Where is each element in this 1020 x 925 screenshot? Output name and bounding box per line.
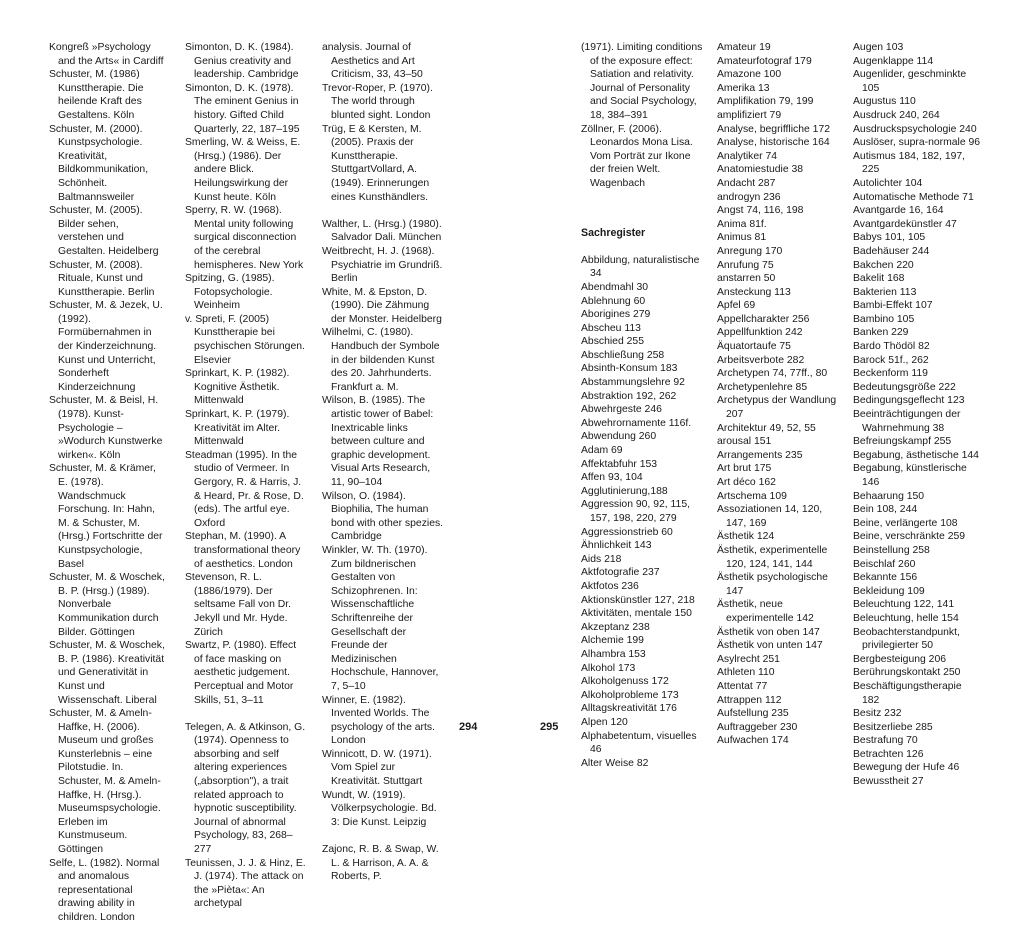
index-entry: Appellcharakter 256: [717, 313, 810, 325]
index-entry: Alphabetentum, visuelles 46: [581, 730, 697, 756]
index-entry: Anrufung 75: [717, 259, 774, 271]
index-entry: Abwehrornamente 116f.: [581, 417, 692, 429]
index-entry: Aborigines 279: [581, 309, 651, 321]
index-entry: Beischlaf 260: [853, 558, 916, 570]
index-entry: Aktfotos 236: [581, 580, 639, 592]
index-entry: Abstammungslehre 92: [581, 377, 685, 389]
right-page-number: 295: [540, 721, 559, 733]
index-entry: Asylrecht 251: [717, 653, 780, 665]
index-entry: Aktfotografie 237: [581, 567, 660, 579]
index-entry: Ästhetik von oben 147: [717, 626, 820, 638]
reference-entry: Sperry, R. W. (1968). Mental unity following surgical disconnection of the cerebral hemispheres. New York: [185, 205, 304, 271]
index-entry: Aggressionstrieb 60: [581, 526, 673, 538]
index-entry: Analyse, begriffliche 172: [717, 123, 831, 135]
right-column-1: [581, 41, 703, 770]
index-entry: Abstraktion 192, 262: [581, 390, 677, 402]
index-entry: Amateurfotograf 179: [717, 55, 812, 67]
index-entry: Auftraggeber 230: [717, 721, 798, 733]
index-entry: Aggression 90, 92, 115, 157, 198, 220, 279: [581, 499, 690, 524]
index-entry: Behaarung 150: [853, 490, 925, 502]
reference-entry: Winner, E. (1982). Invented Worlds. The psychology of the arts. London: [322, 694, 435, 747]
index-entry: Alchemie 199: [581, 635, 644, 647]
index-entry: Aufstellung 235: [717, 708, 789, 720]
index-entry: Alhambra 153: [581, 648, 646, 660]
index-entry: Avantgarde 16, 164: [853, 205, 944, 217]
index-entry: Adam 69: [581, 445, 623, 457]
index-entry: Beeinträchtigungen der Wahrnehmung 38: [853, 409, 961, 434]
index-entry: Andacht 287: [717, 177, 776, 189]
index-entry: Arrangements 235: [717, 449, 803, 461]
reference-entry: Schuster, M. & Ameln-Haffke, H. (2006). Museum und großes Kunsterlebnis – eine Pilotstudie. In. Schuster, M. & Ameln-Haffke, H. (Hrsg.). Museumspsychologie. Erleben im Kunstmuseum. Göttingen: [49, 708, 161, 856]
reference-entry: Smerling, W. & Weiss, E. (Hrsg.) (1986). Der andere Blick. Heilungswirkung der Kunst heute. Köln: [185, 137, 301, 203]
reference-entry: Steadman (1995). In the studio of Vermeer. In Gergory, R. & Harris, J. & Heard, Pr. & Rose, D. (eds). The artful eye. Oxford: [185, 449, 304, 529]
index-entry: Abscheu 113: [581, 322, 641, 334]
index-entry: Affektabfuhr 153: [581, 458, 658, 470]
index-entry: Bekleidung 109: [853, 585, 925, 597]
right-column-2: [717, 41, 843, 748]
index-entry: Bewusstheit 27: [853, 776, 924, 788]
index-entry: Beinstellung 258: [853, 544, 930, 556]
index-entry: Bambino 105: [853, 313, 915, 325]
index-entry: Archetypenlehre 85: [717, 381, 808, 393]
reference-entry: Telegen, A. & Atkinson, G. (1974). Openness to absorbing and self altering experiences („absorption"), a trait related approach to hypnotic susceptibility. Journal of abnormal Psychology, 83, 268–277: [185, 721, 306, 856]
reference-entry: Simonton, D. K. (1978). The eminent Genius in history. Gifted Child Quarterly, 22, 187–195: [185, 82, 300, 135]
index-entry: Ästhetik 124: [717, 531, 775, 543]
index-entry: Augenlider, geschminkte 105: [853, 69, 967, 94]
reference-entry: Schuster, M. (1986) Kunsttherapie. Die heilende Kraft des Gestaltens. Köln: [49, 69, 144, 121]
index-entry: Aufwachen 174: [717, 735, 789, 747]
left-column-2: [185, 41, 307, 911]
index-entry: Angst 74, 116, 198: [717, 205, 804, 217]
right-column-3: [853, 41, 981, 789]
index-entry: Beine, verschränkte 259: [853, 531, 966, 543]
reference-entry: Swartz, P. (1980). Effect of face masking on aesthetic judgement. Perceptual and Motor Skills, 51, 3–11: [185, 640, 297, 706]
reference-entry: Schuster, M. & Woschek, B. P. (1986). Kreativität und Generativität in Kunst und Wissenschaft. Liberal: [49, 640, 165, 706]
index-list: [581, 254, 703, 771]
index-entry: Ästhetik von unten 147: [717, 640, 823, 652]
index-entry: Ästhetik psychologische 147: [717, 572, 828, 597]
index-entry: Abendmahl 30: [581, 281, 649, 293]
index-entry: Absinth-Konsum 183: [581, 363, 678, 375]
reference-entry: v. Spreti, F. (2005) Kunsttherapie bei psychischen Störungen. Elsevier: [185, 313, 305, 366]
index-entry: Architektur 49, 52, 55: [717, 422, 816, 434]
index-entry: Amerika 13: [717, 82, 770, 94]
reference-entry: Simonton, D. K. (1984). Genius creativity and leadership. Cambridge: [185, 42, 299, 81]
spacer: [322, 204, 444, 218]
index-entry: Beobachterstandpunkt, privilegierter 50: [853, 626, 960, 652]
index-entry: Beleuchtung, helle 154: [853, 612, 959, 624]
reference-entry: Weitbrecht, H. J. (1968). Psychiatrie im Grundriß. Berlin: [322, 245, 443, 285]
reference-entry: Schuster, M. & Beisl, H. (1978). Kunst-Psychologie – »Wodurch Kunstwerke wirken«. Köln: [49, 395, 163, 461]
index-entry: Begabung, ästhetische 144: [853, 449, 979, 461]
index-entry: Amateur 19: [717, 42, 771, 53]
reference-entry: White, M. & Epston, D. (1990). Die Zähmung der Monster. Heidelberg: [322, 286, 442, 325]
reference-entry: Schuster, M. (2000). Kunstpsychologie. Kreativität, Bildkommunikation, Schönheit. Baltmannsweiler: [49, 123, 149, 203]
index-entry: Berührungskontakt 250: [853, 667, 961, 679]
reference-entry: Teunissen, J. J. & Hinz, E. J. (1974). The attack on the »Pièta«: An archetypal: [185, 857, 306, 910]
index-entry: arousal 151: [717, 436, 772, 448]
index-entry: Ablehnung 60: [581, 295, 646, 307]
index-entry: Betrachten 126: [853, 748, 924, 760]
index-entry: Analytiker 74: [717, 150, 778, 162]
index-entry: amplifiziert 79: [717, 109, 782, 121]
index-entry: Augenklappe 114: [853, 55, 934, 67]
index-entry: Bekannte 156: [853, 572, 918, 584]
index-entry: Autismus 184, 182, 197, 225: [853, 150, 966, 176]
index-entry: Autolichter 104: [853, 177, 923, 189]
reference-entry: Walther, L. (Hrsg.) (1980). Salvador Dali. München: [322, 218, 442, 244]
index-entry: Animus 81: [717, 232, 767, 244]
index-entry: Alkohol 173: [581, 662, 636, 674]
index-entry: Artschema 109: [717, 490, 787, 502]
reference-entry: Selfe, L. (1982). Normal and anomalous representational drawing ability in children. London: [49, 857, 160, 923]
index-entry: Beschäftigungstherapie 182: [853, 680, 962, 706]
index-entry: Bedeutungsgröße 222: [853, 381, 956, 393]
index-entry: Attentat 77: [717, 680, 768, 692]
reference-entry: Spitzing, G. (1985). Fotopsychologie. Weinheim: [185, 273, 275, 312]
index-entry: Alltagskreativität 176: [581, 703, 677, 715]
reference-entry: Wilhelmi, C. (1980). Handbuch der Symbole in der bildenden Kunst des 20. Jahrhunderts. Frankfurt a. M.: [322, 327, 440, 393]
index-entry: Auslöser, supra-normale 96: [853, 137, 981, 149]
index-entry: Agglutinierung,188: [581, 485, 668, 497]
index-entry: Besitz 232: [853, 708, 902, 720]
index-entry: Alpen 120: [581, 716, 628, 728]
reference-entry: Wundt, W. (1919). Völkerpsychologie. Bd. 3: Die Kunst. Leipzig: [322, 789, 437, 828]
index-entry: Affen 93, 104: [581, 472, 643, 484]
index-entry: Abwendung 260: [581, 431, 657, 443]
index-entry: Ausdruck 240, 264: [853, 109, 940, 121]
index-entry: Anregung 170: [717, 245, 783, 257]
index-entry: Apfel 69: [717, 300, 756, 312]
index-entry: Ausdruckspsychologie 240: [853, 123, 977, 135]
index-entry: Bergbesteigung 206: [853, 653, 947, 665]
reference-entry: Sprinkart, K. P. (1982). Kognitive Ästhetik. Mittenwald: [185, 368, 290, 407]
reference-entry: Schuster, M. & Krämer, E. (1978). Wandschmuck Forschung. In: Hahn, M. & Schuster, M. (Hrsg.) Fortschritte der Kunstpsychologie, Basel: [49, 463, 163, 570]
reference-entry: Winkler, W. Th. (1970). Zum bildnerischen Gestalten von Schizophrenen. In: Wissenschaftliche Schriftenreihe der Gesellschaft der Freunde der Medizinischen Hochschule, Hannover, 7, 5–10: [322, 544, 439, 692]
index-entry: Arbeitsverbote 282: [717, 354, 805, 366]
index-entry: Besitzerliebe 285: [853, 721, 933, 733]
section-heading: Sachregister: [581, 226, 646, 239]
index-entry: Bambi-Effekt 107: [853, 300, 933, 312]
index-entry: Appellfunktion 242: [717, 327, 803, 339]
index-entry: Art brut 175: [717, 463, 772, 475]
index-entry: Barock 51f., 262: [853, 354, 929, 366]
index-entry: Äquatortaufe 75: [717, 341, 791, 353]
index-entry: Beleuchtung 122, 141: [853, 599, 955, 611]
index-entry: Bardo Thödöl 82: [853, 341, 930, 353]
index-entry: Abschließung 258: [581, 349, 665, 361]
index-entry: Amazone 100: [717, 69, 782, 81]
reference-entry: Schuster, M. & Woschek, B. P. (Hrsg.) (1989). Nonverbale Kommunikation durch Bilder. Göttingen: [49, 572, 165, 638]
reference-entry: Wilson, B. (1985). The artistic tower of Babel: Inextricable links between culture and graphic development. Visual Arts Research, 11, 90–104: [322, 395, 434, 488]
reference-entry: Schuster, M. (2008). Rituale, Kunst und Kunsttherapie. Berlin: [49, 259, 155, 298]
reference-entry: Schuster, M. & Jezek, U. (1992). Formübernahmen in der Kinderzeichnung. Kunst und Unterricht, Sonderheft Kinderzeichnung: [49, 300, 163, 393]
index-entry: Alter Weise 82: [581, 757, 649, 769]
index-entry: anstarren 50: [717, 273, 776, 285]
index-entry: Aktivitäten, mentale 150: [581, 608, 692, 620]
index-entry: Bakchen 220: [853, 259, 914, 271]
index-entry: Avantgardekünstler 47: [853, 218, 957, 230]
index-entry: androgyn 236: [717, 191, 781, 203]
index-entry: Bewegung der Hufe 46: [853, 762, 960, 774]
reference-entry: Schuster, M. (2005). Bilder sehen, verstehen und Gestalten. Heidelberg: [49, 205, 159, 257]
index-entry: Ansteckung 113: [717, 286, 791, 298]
index-entry: Assoziationen 14, 120, 147, 169: [717, 504, 823, 529]
index-entry: Badehäuser 244: [853, 245, 930, 257]
reference-entry: Wilson, O. (1984). Biophilia, The human bond with other spezies. Cambridge: [322, 490, 444, 543]
index-entry: Alkoholprobleme 173: [581, 689, 679, 701]
index-entry: Bein 108, 244: [853, 504, 918, 516]
reference-entry: (1971). Limiting conditions of the exposure effect: Satiation and relativity. Journal of Personality and Social Psychology, 18, 384–391: [581, 42, 703, 121]
index-entry: Anima 81f.: [717, 218, 767, 230]
reference-entry: analysis. Journal of Aesthetics and Art Criticism, 33, 43–50: [322, 42, 423, 81]
index-entry: Anatomiestudie 38: [717, 164, 804, 176]
index-entry: Art déco 162: [717, 477, 776, 488]
index-entry: Archetypus der Wandlung 207: [717, 395, 837, 421]
index-entry: Akzeptanz 238: [581, 621, 650, 633]
reference-continuation: [581, 41, 703, 191]
reference-entry: Stephan, M. (1990). A transformational theory of aesthetics. London: [185, 531, 301, 570]
index-entry: Augen 103: [853, 42, 904, 53]
reference-entry: Trevor-Roper, P. (1970). The world through blunted sight. London: [322, 82, 433, 121]
index-entry: Abschied 255: [581, 336, 644, 348]
index-entry: Augustus 110: [853, 96, 916, 108]
spacer: [185, 707, 307, 721]
reference-entry: Trüg, E & Kersten, M. (2005). Praxis der Kunsttherapie. StuttgartVollard, A. (1949). Erinnerungen eines Kunsthändlers.: [322, 123, 430, 203]
index-entry: Aktionskünstler 127, 218: [581, 594, 695, 606]
reference-entry: Zajonc, R. B. & Swap, W. L. & Harrison, A. A. & Roberts, P.: [322, 844, 439, 883]
index-entry: Befreiungskampf 255: [853, 436, 952, 448]
index-entry: Bedingungsgeflecht 123: [853, 395, 965, 407]
reference-entry: Zöllner, F. (2006). Leonardos Mona Lisa. Vom Porträt zur Ikone der freien Welt. Wagenbach: [581, 123, 693, 189]
left-column-3: [322, 41, 444, 884]
left-column-1: [49, 41, 167, 925]
index-entry: Ästhetik, neue experimentelle 142: [717, 599, 814, 624]
index-entry: Beine, verlängerte 108: [853, 517, 958, 529]
reference-entry: Winnicott, D. W. (1971). Vom Spiel zur Kreativität. Stuttgart: [322, 748, 432, 788]
index-entry: Abbildung, naturalistische 34: [581, 254, 700, 280]
index-entry: Ästhetik, experimentelle 120, 124, 141, 144: [717, 544, 828, 570]
left-page-number: 294: [459, 721, 478, 733]
index-entry: Begabung, künstlerische 146: [853, 463, 967, 488]
index-entry: Bakterien 113: [853, 286, 917, 298]
index-entry: Amplifikation 79, 199: [717, 96, 814, 108]
index-entry: Abwehrgeste 246: [581, 404, 662, 416]
index-entry: Archetypen 74, 77ff., 80: [717, 368, 828, 380]
index-entry: Aids 218: [581, 553, 622, 565]
index-entry: Analyse, historische 164: [717, 137, 830, 149]
index-entry: Bestrafung 70: [853, 735, 918, 747]
index-entry: Babys 101, 105: [853, 232, 926, 244]
index-entry: Attrappen 112: [717, 694, 782, 706]
index-entry: Beckenform 119: [853, 368, 928, 380]
reference-entry: Stevenson, R. L. (1886/1979). Der seltsame Fall von Dr. Jekyll und Mr. Hyde. Zürich: [185, 572, 292, 638]
reference-entry: Kongreß »Psychology and the Arts« in Cardiff: [49, 42, 164, 67]
index-entry: Ähnlichkeit 143: [581, 540, 652, 552]
index-entry: Alkoholgenuss 172: [581, 676, 669, 688]
reference-entry: Sprinkart, K. P. (1979). Kreativität im Alter. Mittenwald: [185, 409, 290, 448]
index-entry: Automatische Methode 71: [853, 191, 974, 203]
index-entry: Athleten 110: [717, 667, 775, 679]
index-entry: Banken 229: [853, 327, 909, 339]
spacer: [322, 829, 444, 843]
index-entry: Bakelit 168: [853, 273, 905, 285]
